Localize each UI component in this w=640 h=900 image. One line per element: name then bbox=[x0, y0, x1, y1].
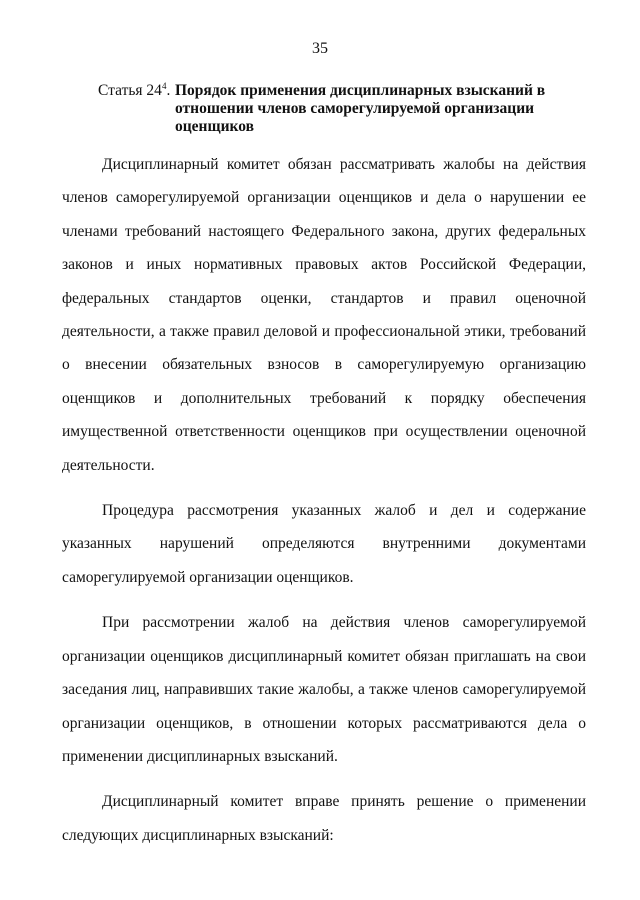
article-label-suffix: . bbox=[166, 82, 171, 99]
article-label bbox=[98, 82, 175, 100]
article-heading bbox=[98, 82, 588, 136]
paragraph: Процедура рассмотрения указанных жалоб и дел и содержание указанных нарушений определяются внутренними документами саморегулируемой организации оценщиков. bbox=[62, 502, 586, 586]
article-superscript: 4 bbox=[161, 81, 167, 91]
paragraph: При рассмотрении жалоб на действия членов саморегулируемой организации оценщиков дисциплинарный комитет обязан приглашать на свои заседания лиц, направивших такие жалобы, а также членов саморегулируемой организации оценщиков, в отношении которых рассматриваются дела о применении дисциплинарных взысканий. bbox=[62, 614, 586, 765]
page-number: 35 bbox=[312, 40, 328, 57]
article-body bbox=[62, 148, 586, 852]
article-title: Порядок применения дисциплинарных взысканий в отношении членов саморегулируемой организации оценщиков bbox=[175, 82, 546, 135]
paragraph: Дисциплинарный комитет вправе принять решение о применении следующих дисциплинарных взысканий: bbox=[62, 793, 586, 844]
paragraph: Дисциплинарный комитет обязан рассматривать жалобы на действия членов саморегулируемой организации оценщиков и дела о нарушении ее членами требований настоящего Федерального закона, других федеральных законов и иных нормативных правовых актов Российской Федерации, федеральных стандартов оценки, стандартов и правил оценочной деятельности, а также правил деловой и профессиональной этики, требований о внесении обязательных взносов в саморегулируемую организацию оценщиков и дополнительных требований к порядку обеспечения имущественной ответственности оценщиков при осуществлении оценочной деятельности. bbox=[62, 156, 586, 474]
article-number: Статья 24 bbox=[98, 82, 162, 99]
